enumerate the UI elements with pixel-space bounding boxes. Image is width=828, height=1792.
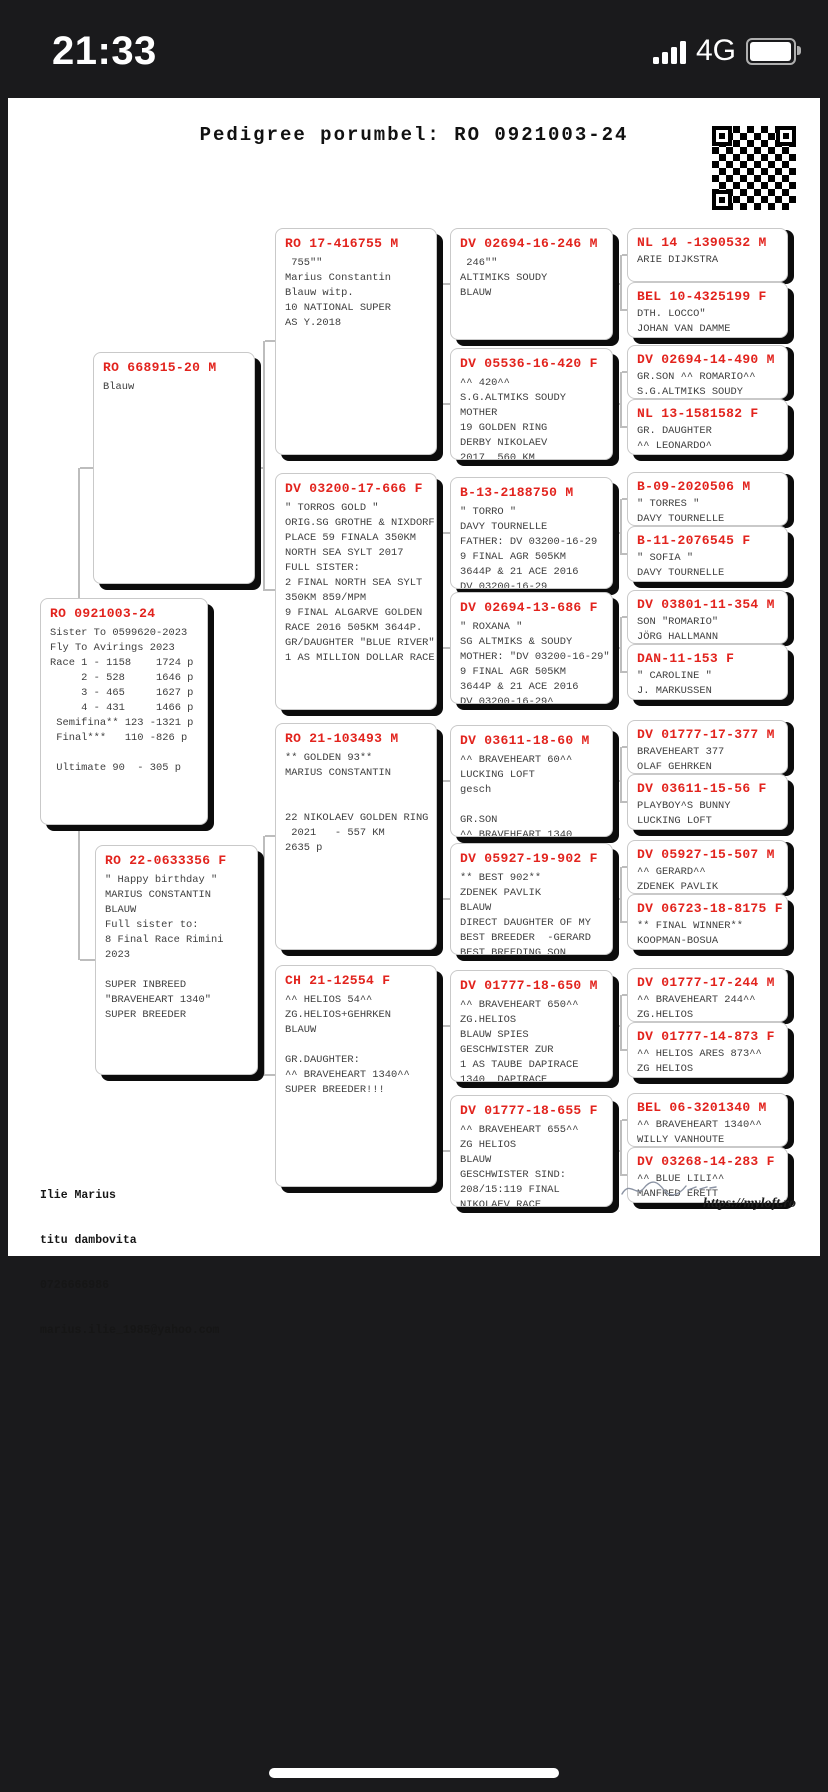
pedigree-line: 2635 p [285, 842, 323, 854]
pedigree-box-dv-03611-18-60-m [450, 725, 613, 837]
pedigree-line: BLAUW [460, 1154, 492, 1166]
connector-line [620, 747, 622, 803]
pedigree-line: ZDENEK PAVLIK [637, 881, 719, 893]
pedigree-line: 3 - 465 1627 p [50, 687, 194, 699]
pedigree-line: " ROXANA " [460, 621, 523, 633]
connector-line [265, 589, 275, 591]
ring-number: RO 17-416755 M [285, 236, 399, 251]
status-bar [0, 0, 828, 96]
ring-number: DV 01777-18-655 F [460, 1103, 598, 1118]
pedigree-line: DTH. LOCCO" [637, 308, 706, 320]
pedigree-box-dv-06723-18-8175-f [627, 894, 788, 950]
network-type-label: 4G [695, 34, 736, 67]
ring-number: DV 02694-16-246 M [460, 236, 598, 251]
pedigree-box-ro-21-103493-m [275, 723, 437, 950]
pedigree-line: BLAUW [105, 904, 137, 916]
pedigree-line: ZG HELIOS [460, 1139, 517, 1151]
connector-line [441, 1026, 443, 1151]
pedigree-line: PLAYBOY^S BUNNY [637, 800, 731, 812]
pedigree-line: GESCHWISTER SIND: [460, 1169, 567, 1181]
connector-line [443, 403, 450, 405]
pedigree-line: ^^ LEONARDO^ [637, 440, 712, 452]
pedigree-line: Semifina** 123 -1321 p [50, 717, 194, 729]
pedigree-line: ^^ GERARD^^ [637, 866, 706, 878]
connector-line [613, 283, 620, 285]
pedigree-line: Blauw witp. [285, 287, 354, 299]
owner-email: marius.ilie_1985@yahoo.com [40, 1324, 220, 1337]
connector-line [80, 959, 95, 961]
pedigree-line: Final*** 110 -826 p [50, 732, 188, 744]
pedigree-box-dv-05927-19-902-f [450, 843, 613, 955]
pedigree-line: MARIUS CONSTANTIN [105, 889, 212, 901]
pedigree-box-dv-05927-15-507-m [627, 840, 788, 894]
connector-line [441, 533, 443, 648]
connector-line [613, 780, 620, 782]
pedigree-line: ZG.HELIOS+GEHRKEN [285, 1009, 392, 1021]
ring-number: B-09-2020506 M [637, 479, 751, 494]
connector-line [443, 898, 450, 900]
connector-line [613, 647, 620, 649]
pedigree-line: ** FINAL WINNER** [637, 920, 744, 932]
pedigree-line-clipped: 2017 560 KM [460, 452, 535, 459]
pedigree-box-ch-21-12554-f [275, 965, 437, 1187]
pedigree-line: ^^ BRAVEHEART 1340^^ [285, 1069, 410, 1081]
pedigree-line: LUCKING LOFT [637, 815, 712, 827]
pedigree-line: ZG.HELIOS [637, 1009, 694, 1021]
pedigree-box-dv-01777-14-873-f [627, 1022, 788, 1078]
pedigree-line: S.G.ALTMIKS SOUDY [637, 386, 744, 398]
pedigree-line: GR.SON ^^ ROMARIO^^ [637, 371, 756, 383]
pedigree-line: 2023 [105, 949, 130, 961]
pedigree-box-dv-02694-16-246-m [450, 228, 613, 340]
connector-line [441, 781, 443, 899]
pedigree-box-nl-14-1390532-m [627, 228, 788, 282]
pedigree-line: 3644P & 21 ACE 2016 [460, 566, 579, 578]
pedigree-line: SG ALTMIKS & SOUDY [460, 636, 573, 648]
pedigree-line: MOTHER: "DV 03200-16-29" [460, 651, 610, 663]
pedigree-line: ^^ BRAVEHEART 60^^ [460, 754, 573, 766]
pedigree-line: ^^ BLUE LILI^^ [637, 1173, 725, 1185]
home-indicator [269, 1768, 559, 1778]
pedigree-line: ARIE DIJKSTRA [637, 254, 719, 266]
pedigree-line: MARIUS CONSTANTIN [285, 767, 392, 779]
pedigree-line: ^^ BRAVEHEART 655^^ [460, 1124, 579, 1136]
pedigree-line: 350KM 859/MPM [285, 592, 367, 604]
pedigree-line: Fly To Avirings 2023 [50, 642, 175, 654]
pedigree-line: ^^ BRAVEHEART 1340^^ [637, 1119, 762, 1131]
pedigree-line: " CAROLINE " [637, 670, 712, 682]
pedigree-line [50, 746, 199, 761]
pedigree-line-clipped: NIKOLAEV RACE [460, 1199, 542, 1206]
ring-number: DV 03611-15-56 F [637, 781, 767, 796]
pedigree-line: Full sister to: [105, 919, 199, 931]
pedigree-line: J. MARKUSSEN [637, 685, 712, 697]
pedigree-line: BLAUW [460, 287, 492, 299]
pedigree-line: FATHER: DV 03200-16-29 [460, 536, 598, 548]
connector-line [263, 341, 265, 591]
pedigree-line: Blauw [103, 381, 135, 393]
pedigree-line: ^^ 420^^ [460, 377, 510, 389]
pedigree-line: LUCKING LOFT [460, 769, 535, 781]
ring-number: B-11-2076545 F [637, 533, 751, 548]
owner-contact-block [40, 1158, 219, 1368]
pedigree-line: gesch [460, 784, 492, 796]
pedigree-box-b-13-2188750-m [450, 477, 613, 589]
pedigree-line: OLAF GEHRKEN [637, 761, 712, 773]
pedigree-box-b-09-2020506-m [627, 472, 788, 526]
connector-line [613, 532, 620, 534]
pedigree-box-dv-01777-17-377-m [627, 720, 788, 774]
pedigree-line: Ultimate 90 - 305 p [50, 762, 181, 774]
pedigree-line: 22 NIKOLAEV GOLDEN RING [285, 812, 429, 824]
owner-location: titu dambovita [40, 1234, 137, 1247]
pedigree-line: RACE 2016 505KM 3644P. [285, 622, 423, 634]
pedigree-line: 755"" [285, 257, 323, 269]
pedigree-line: " TORRO " [460, 506, 517, 518]
pedigree-line: 208/15:119 FINAL [460, 1184, 560, 1196]
ring-number: DV 01777-18-650 M [460, 978, 598, 993]
pedigree-line-clipped: DV 03200-16-29^ [460, 696, 554, 703]
pedigree-line: GR/DAUGHTER "BLUE RIVER" [285, 637, 435, 649]
pedigree-line: BEST BREEDER -GERARD [460, 932, 591, 944]
battery-icon [746, 38, 796, 65]
connector-line [265, 835, 275, 837]
pedigree-line: ^^ HELIOS 54^^ [285, 994, 373, 1006]
connector-line [620, 867, 622, 923]
pedigree-line: GESCHWISTER ZUR [460, 1044, 554, 1056]
document-title: Pedigree porumbel: RO 0921003-24 [199, 124, 629, 146]
pedigree-line-clipped: 1340 DAPIRACE [460, 1074, 548, 1081]
owner-phone: 0726666986 [40, 1279, 110, 1292]
ring-number: DV 01777-17-244 M [637, 975, 775, 990]
pedigree-line: 3644P & 21 ACE 2016 [460, 681, 579, 693]
connector-line [255, 467, 263, 469]
connector-line [443, 647, 450, 649]
pedigree-box-dv-03801-11-354-m [627, 590, 788, 644]
pedigree-line: SUPER BREEDER!!! [285, 1084, 385, 1096]
pedigree-line: SUPER BREEDER [105, 1009, 187, 1021]
pedigree-line: DAVY TOURNELLE [637, 567, 725, 579]
connector-line [620, 499, 622, 555]
pedigree-line: SUPER INBREED [105, 979, 187, 991]
pedigree-line: DERBY NIKOLAEV [460, 437, 548, 449]
ring-number: DV 01777-17-377 M [637, 727, 775, 742]
pedigree-line: AS Y.2018 [285, 317, 342, 329]
pedigree-box-dan-11-153-f [627, 644, 788, 700]
ring-number: RO 668915-20 M [103, 360, 217, 375]
ring-number: DV 03268-14-283 F [637, 1154, 775, 1169]
pedigree-line: BLAUW SPIES [460, 1029, 529, 1041]
ring-number: RO 0921003-24 [50, 606, 156, 621]
pedigree-box-b-11-2076545-f [627, 526, 788, 582]
pedigree-line: ^^ BRAVEHEART 650^^ [460, 999, 579, 1011]
pedigree-line: 246"" [460, 257, 498, 269]
connector-line [437, 592, 441, 594]
pedigree-line: GR.DAUGHTER: [285, 1054, 360, 1066]
connector-line [613, 1025, 620, 1027]
pedigree-line [285, 1038, 428, 1053]
ring-number: NL 14 -1390532 M [637, 235, 767, 250]
pedigree-box-ro-17-416755-m [275, 228, 437, 455]
connector-line [263, 836, 265, 1076]
owner-name: Ilie Marius [40, 1189, 116, 1202]
connector-line [443, 283, 450, 285]
ring-number: DV 05927-19-902 F [460, 851, 598, 866]
status-right-cluster [653, 34, 796, 68]
pedigree-line: MANFRED ERETT [637, 1188, 719, 1200]
connector-line [443, 1150, 450, 1152]
connector-line [437, 837, 441, 839]
pedigree-line: ^^ HELIOS ARES 873^^ [637, 1048, 762, 1060]
pedigree-box-dv-02694-13-686-f [450, 592, 613, 704]
pedigree-line: FULL SISTER: [285, 562, 360, 574]
pedigree-line: 2021 - 557 KM [285, 827, 385, 839]
ring-number: DV 03801-11-354 M [637, 597, 775, 612]
pedigree-line [460, 798, 604, 813]
pedigree-line: JOHAN VAN DAMME [637, 323, 731, 335]
pedigree-line: SON "ROMARIO" [637, 616, 719, 628]
connector-line [443, 532, 450, 534]
connector-line [258, 958, 263, 960]
pedigree-line: DIRECT DAUGHTER OF MY [460, 917, 591, 929]
website-link[interactable]: https://myloft.ro [703, 1196, 796, 1211]
pedigree-line: DAVY TOURNELLE [460, 521, 548, 533]
pedigree-box-nl-13-1581582-f [627, 399, 788, 455]
pedigree-line: 1 AS MILLION DOLLAR RACE [285, 652, 435, 664]
pedigree-line: " TORROS GOLD " [285, 502, 379, 514]
pedigree-box-ro-668915-20-m [93, 352, 255, 584]
pedigree-line: ORIG.SG GROTHE & NIXDORF [285, 517, 435, 529]
signal-strength-icon [653, 38, 686, 64]
connector-line [620, 617, 622, 673]
pedigree-line: 10 NATIONAL SUPER [285, 302, 392, 314]
ring-number: BEL 06-3201340 M [637, 1100, 767, 1115]
ring-number: NL 13-1581582 F [637, 406, 759, 421]
ring-number: B-13-2188750 M [460, 485, 574, 500]
ring-number: DV 03200-17-666 F [285, 481, 423, 496]
connector-line [620, 1120, 622, 1176]
connector-line [613, 1150, 620, 1152]
connector-line [613, 403, 620, 405]
connector-line [620, 255, 622, 311]
pedigree-line [285, 796, 428, 811]
connector-line [441, 284, 443, 404]
pedigree-line: 8 Final Race Rimini [105, 934, 224, 946]
ring-number: DV 02694-14-490 M [637, 352, 775, 367]
pedigree-line-clipped: ^^ BRAVEHEART 1340 [460, 829, 573, 836]
pedigree-line-clipped: DV 03200-16-29 [460, 581, 548, 588]
pedigree-line: ZDENEK PAVLIK [460, 887, 542, 899]
pedigree-box-dv-03611-15-56-f [627, 774, 788, 830]
pedigree-line: 4 - 431 1466 p [50, 702, 194, 714]
pedigree-line: ZG HELIOS [637, 1063, 694, 1075]
pedigree-line: ** GOLDEN 93** [285, 752, 373, 764]
pedigree-line: " Happy birthday " [105, 874, 218, 886]
pedigree-line: Sister To 0599620-2023 [50, 627, 188, 639]
pedigree-line: "BRAVEHEART 1340" [105, 994, 212, 1006]
pedigree-box-dv-01777-18-655-f [450, 1095, 613, 1207]
status-time: 21:33 [52, 28, 157, 73]
pedigree-line: 9 FINAL AGR 505KM [460, 666, 567, 678]
ring-number: DV 06723-18-8175 F [637, 901, 783, 916]
pedigree-line: ALTIMIKS SOUDY [460, 272, 548, 284]
ring-number: DV 05536-16-420 F [460, 356, 598, 371]
pedigree-line: Marius Constantin [285, 272, 392, 284]
pedigree-line: GR. DAUGHTER [637, 425, 712, 437]
pedigree-line: BLAUW [460, 902, 492, 914]
ring-number: BEL 10-4325199 F [637, 289, 767, 304]
connector-line [443, 780, 450, 782]
pedigree-box-dv-01777-17-244-m [627, 968, 788, 1022]
pedigree-line: GR.SON [460, 814, 498, 826]
connector-line [265, 340, 275, 342]
connector-line [80, 467, 93, 469]
connector-line [613, 898, 620, 900]
pedigree-line: WILLY VANHOUTE [637, 1134, 725, 1146]
pedigree-line: ZG.HELIOS [460, 1014, 517, 1026]
pedigree-line: ^^ BRAVEHEART 244^^ [637, 994, 756, 1006]
ring-number: DV 05927-15-507 M [637, 847, 775, 862]
pedigree-box-bel-10-4325199-f [627, 282, 788, 338]
pedigree-line: JÖRG HALLMANN [637, 631, 719, 643]
pedigree-box-dv-02694-14-490-m [627, 345, 788, 399]
pedigree-line: NORTH SEA SYLT 2017 [285, 547, 404, 559]
pedigree-line: 9 FINAL ALGARVE GOLDEN [285, 607, 423, 619]
pedigree-line: BRAVEHEART 377 [637, 746, 725, 758]
pedigree-line: 2 - 528 1646 p [50, 672, 194, 684]
ring-number: RO 22-0633356 F [105, 853, 227, 868]
qr-code [712, 126, 796, 210]
ring-number: DV 02694-13-686 F [460, 600, 598, 615]
pedigree-box-dv-01777-18-650-m [450, 970, 613, 1082]
connector-line [265, 1074, 275, 1076]
pedigree-box-ro-22-0633356-f [95, 845, 258, 1075]
pedigree-line-clipped: BEST BREEDING SON [460, 947, 567, 954]
pedigree-line: ** BEST 902** [460, 872, 542, 884]
ring-number: DV 01777-14-873 F [637, 1029, 775, 1044]
pedigree-line: 1 AS TAUBE DAPIRACE [460, 1059, 579, 1071]
connector-line [443, 1025, 450, 1027]
pedigree-box-bel-06-3201340-m [627, 1093, 788, 1147]
pedigree-line: BLAUW [285, 1024, 317, 1036]
pedigree-line: 19 GOLDEN RING [460, 422, 548, 434]
connector-line [437, 342, 441, 344]
pedigree-line: S.G.ALTMIKS SOUDY [460, 392, 567, 404]
pedigree-line: DAVY TOURNELLE [637, 513, 725, 525]
pedigree-line: " SOFIA " [637, 552, 694, 564]
pedigree-box-ro-0921003-24 [40, 598, 208, 825]
pedigree-line: 2 FINAL NORTH SEA SYLT [285, 577, 423, 589]
pedigree-box-dv-05536-16-420-f [450, 348, 613, 460]
pedigree-line: KOOPMAN-BOSUA [637, 935, 719, 947]
connector-line [437, 1076, 441, 1078]
pedigree-line: " TORRES " [637, 498, 700, 510]
ring-number: DAN-11-153 F [637, 651, 735, 666]
pedigree-line [105, 963, 249, 978]
pedigree-line: Race 1 - 1158 1724 p [50, 657, 194, 669]
ring-number: CH 21-12554 F [285, 973, 391, 988]
pedigree-line: 9 FINAL AGR 505KM [460, 551, 567, 563]
ring-number: DV 03611-18-60 M [460, 733, 590, 748]
pedigree-box-dv-03200-17-666-f [275, 473, 437, 710]
pedigree-line: PLACE 59 FINALA 350KM [285, 532, 416, 544]
connector-line [620, 372, 622, 428]
ring-number: RO 21-103493 M [285, 731, 399, 746]
connector-line [620, 995, 622, 1051]
pedigree-line [285, 781, 428, 796]
pedigree-line: MOTHER [460, 407, 498, 419]
